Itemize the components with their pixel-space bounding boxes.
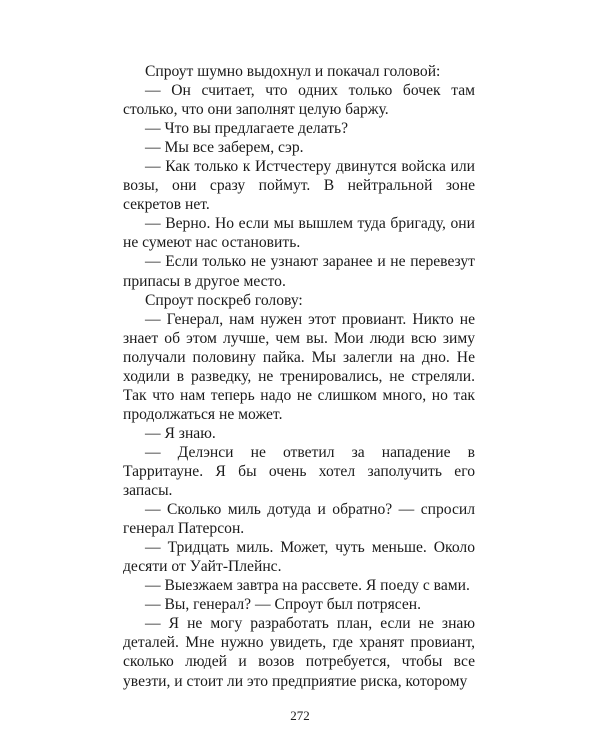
paragraph: Спроут поскреб голову:: [145, 291, 303, 309]
page-number: 272: [290, 708, 310, 723]
paragraph: Спроут шумно выдохнул и покачал головой:: [145, 63, 441, 80]
paragraph: — Генерал, нам нужен этот провиант. Никто не знает об этом лучше, чем вы. Мои люди всю зиму получали половину пайка. Мы залегли на дно. Не ходили в разведку, не тренировались, не стреляли. Так что нам теперь надо не слишком много, но так продолжаться не может.: [123, 310, 475, 423]
paragraph: — Верно. Но если мы вышлем туда бригаду, они не сумеют нас остановить.: [123, 215, 475, 252]
paragraph: — Мы все заберем, сэр.: [145, 139, 304, 157]
paragraph: — Тридцать миль. Может, чуть меньше. Около десяти от Уайт-Плейнс.: [123, 539, 475, 576]
paragraph: — Сколько миль дотуда и обратно? — спросил генерал Патерсон.: [123, 501, 475, 538]
body-text: [123, 62, 475, 691]
paragraph: — Если только не узнают заранее и не перевезут припасы в другое место.: [123, 253, 475, 290]
paragraph: — Вы, генерал? — Спроут был потрясен.: [145, 596, 422, 614]
paragraph: — Он считает, что одних только бочек там столько, что они заполнят целую баржу.: [123, 82, 475, 119]
paragraph: — Выезжаем завтра на рассвете. Я поеду с вами.: [145, 577, 470, 595]
paragraph: — Я знаю.: [145, 424, 216, 442]
paragraph: — Как только к Истчестеру двинутся войска или возы, они сразу поймут. В нейтральной зоне секретов нет.: [123, 158, 475, 214]
paragraph: — Делэнси не ответил за нападение в Тарритауне. Я бы очень хотел заполучить его запасы.: [123, 443, 475, 500]
paragraph: — Что вы предлагаете делать?: [145, 120, 349, 138]
paragraph: — Я не могу разработать план, если не знаю деталей. Мне нужно увидеть, где хранят провиант, сколько людей и возов потребуется, чтобы все увезти, и стоит ли это предприятие риска, которому: [123, 615, 475, 690]
